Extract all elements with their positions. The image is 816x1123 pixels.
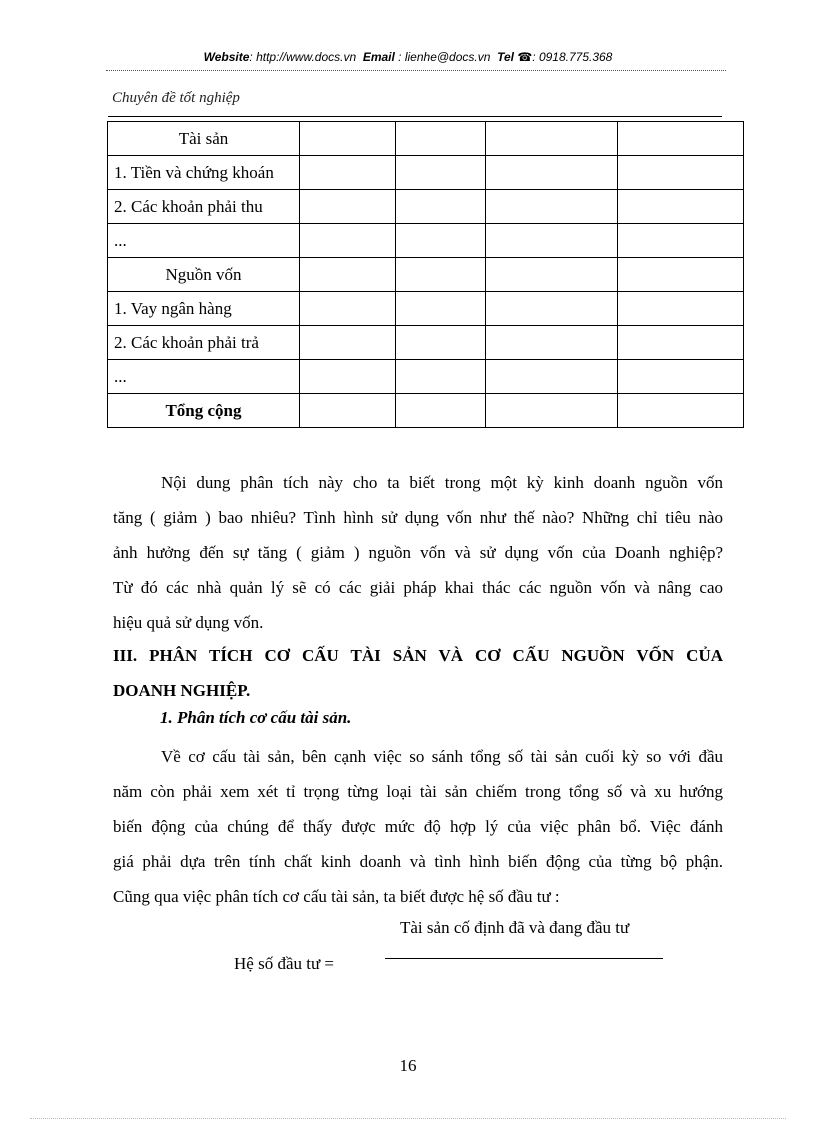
table-cell [300,156,396,190]
table-cell [396,258,486,292]
table-cell [396,394,486,428]
website-label: Website [203,50,250,64]
formula-numerator: Tài sản cố định đã và đang đầu tư [400,918,630,937]
table-cell [486,394,618,428]
table-cell [618,292,744,326]
table-cell [486,224,618,258]
paragraph-line: Từ đó các nhà quản lý sẽ có các giải pháp khai thác các nguồn vốn và nâng cao [113,578,723,597]
table-cell [618,326,744,360]
row-label: 1. Tiền và chứng khoán [108,156,300,190]
row-label: ... [108,224,300,258]
table-cell [486,326,618,360]
table-cell [618,394,744,428]
email-label: Email [362,50,395,64]
tel-value: : 0918.775.368 [532,50,613,64]
row-label: Tổng cộng [108,394,300,428]
table-cell [486,190,618,224]
header-divider [106,70,726,71]
paragraph-content-analysis [113,465,723,640]
table-cell [300,258,396,292]
subsection-heading: 1. Phân tích cơ cấu tài sản. [160,708,352,727]
table-cell [618,360,744,394]
table-cell [300,326,396,360]
table-cell [486,258,618,292]
table-cell [618,190,744,224]
table-cell [396,122,486,156]
formula-label: Hệ số đầu tư = [234,954,335,973]
table-cell [300,122,396,156]
table-row [108,292,744,326]
row-label: Nguồn vốn [108,258,300,292]
balance-table [107,121,744,428]
table-cell [300,292,396,326]
row-label: 2. Các khoản phải trả [108,326,300,360]
table-row [108,394,744,428]
table-row [108,122,744,156]
table-cell [300,394,396,428]
table-row [108,224,744,258]
paragraph-line: Cũng qua việc phân tích cơ cấu tài sản, ta biết được hệ số đầu tư : [113,887,560,906]
table-cell [486,360,618,394]
table-cell [618,156,744,190]
table-cell [300,190,396,224]
table-cell [396,326,486,360]
email-value: : lienhe@docs.vn [398,50,491,64]
section-heading-line1: III. PHÂN TÍCH CƠ CẤU TÀI SẢN VÀ CƠ CẤU NGUỒN VỐN CỦA [113,646,723,665]
section-heading-line2: DOANH NGHIỆP. [113,681,251,700]
row-label: ... [108,360,300,394]
row-label: 2. Các khoản phải thu [108,190,300,224]
table-cell [618,224,744,258]
table-cell [486,122,618,156]
paragraph-line: hiệu quả sử dụng vốn. [113,613,264,632]
table-cell [396,292,486,326]
table-cell [618,258,744,292]
paragraph-line: ảnh hưởng đến sự tăng ( giảm ) nguồn vốn và sử dụng vốn của Doanh nghiệp? [113,543,723,562]
website-value: : http://www.docs.vn [249,50,357,64]
formula-fraction-bar [385,958,663,959]
table-row [108,360,744,394]
table-cell [300,224,396,258]
row-label: 1. Vay ngân hàng [108,292,300,326]
paragraph-line: giá phải dựa trên tính chất kinh doanh và tình hình biến động của từng bộ phận. [113,852,723,871]
table-row [108,258,744,292]
paragraph-asset-structure [113,739,723,914]
paragraph-line: Về cơ cấu tài sản, bên cạnh việc so sánh tổng số tài sản cuối kỳ so với đầu [161,747,723,766]
table-row [108,190,744,224]
row-label: Tài sản [108,122,300,156]
table-cell [396,360,486,394]
table-cell [300,360,396,394]
table-row [108,326,744,360]
page-number: 16 [399,1056,417,1075]
tel-label: Tel [497,50,514,64]
footer-divider [30,1118,786,1119]
table-cell [486,156,618,190]
table-cell [396,224,486,258]
paragraph-line: tăng ( giảm ) bao nhiêu? Tình hình sử dụng vốn như thế nào? Những chỉ tiêu nào [113,508,723,527]
paragraph-line: Nội dung phân tích này cho ta biết trong một kỳ kinh doanh nguồn vốn [161,473,723,492]
table-cell [486,292,618,326]
table-cell [396,156,486,190]
paragraph-line: biến động của chúng để thấy được mức độ hợp lý của việc phân bổ. Việc đánh [113,817,723,836]
table-row [108,156,744,190]
subtitle-divider [108,116,722,117]
page-header [0,50,816,64]
table-cell [396,190,486,224]
paragraph-line: năm còn phải xem xét tỉ trọng từng loại tài sản chiếm trong tổng số và xu hướng [113,782,723,801]
table-cell [618,122,744,156]
phone-icon: ☎ [517,50,533,64]
document-subtitle: Chuyên đề tốt nghiệp [112,90,240,106]
